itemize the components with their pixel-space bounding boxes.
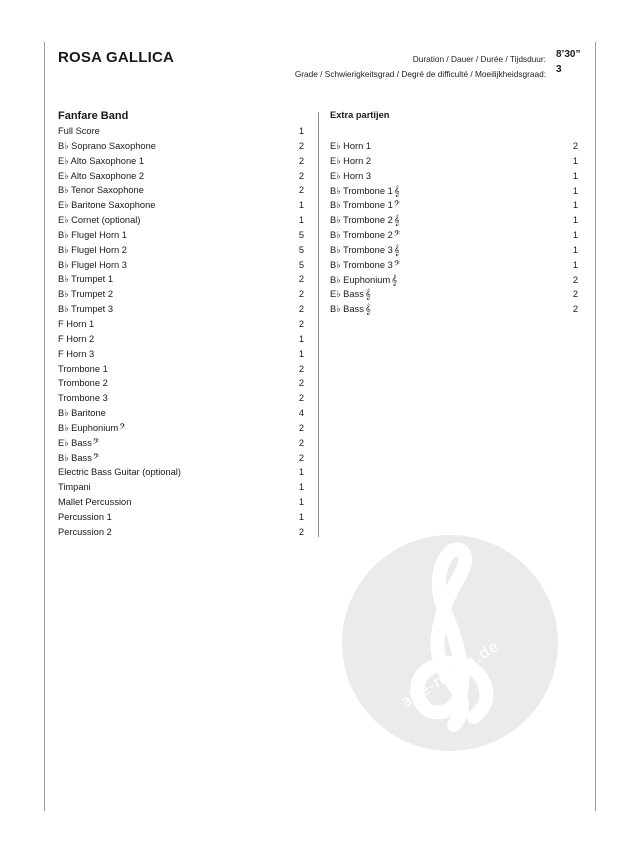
part-quantity: 2 [298, 378, 304, 389]
part-row [58, 185, 304, 200]
part-quantity: 2 [572, 289, 578, 300]
part-name: B♭ Trombone 3 [330, 259, 393, 270]
left-margin-rule [44, 42, 45, 811]
part-quantity: 1 [298, 467, 304, 478]
part-name: B♭ Flugel Horn 1 [58, 229, 127, 240]
part-quantity: 2 [298, 155, 304, 166]
part-name: E♭ Baritone Saxophone [58, 200, 156, 211]
part-name: B♭ Trumpet 2 [58, 289, 114, 300]
part-quantity: 4 [298, 408, 304, 419]
part-row [58, 467, 304, 482]
part-row [58, 527, 304, 542]
part-row [58, 141, 304, 156]
part-quantity: 2 [298, 437, 304, 448]
part-name: F Horn 1 [58, 318, 95, 329]
part-name: B♭ Trombone 3 [330, 244, 393, 255]
part-quantity: 1 [298, 126, 304, 136]
part-quantity: 2 [298, 363, 304, 374]
duration-label: Duration / Dauer / Durée / Tijdsduur: [412, 54, 546, 64]
part-name: Percussion 1 [58, 511, 112, 522]
treble-clef-icon: 𝄞 [393, 215, 400, 227]
part-row [58, 364, 304, 379]
part-name: Full Score [58, 126, 100, 136]
part-row [330, 245, 578, 260]
watermark-logo [342, 535, 558, 751]
page-title: ROSA GALLICA [58, 49, 175, 66]
part-row [330, 156, 578, 171]
part-name: B♭ Trombone 2 [330, 215, 393, 226]
part-name: B♭ Trombone 2 [330, 230, 393, 241]
part-row [58, 126, 304, 141]
part-row [58, 156, 304, 171]
part-row [58, 274, 304, 289]
part-row [330, 186, 578, 201]
part-name: Trombone 1 [58, 363, 108, 374]
part-quantity: 2 [298, 526, 304, 537]
part-name: B♭ Bass [58, 452, 92, 463]
part-quantity: 2 [572, 304, 578, 315]
part-name: E♭ Alto Saxophone 1 [58, 155, 145, 166]
right-margin-rule [595, 42, 596, 811]
part-row [330, 260, 578, 275]
part-row [58, 260, 304, 275]
part-name: F Horn 3 [58, 348, 95, 359]
part-name: Trombone 3 [58, 393, 108, 404]
part-quantity: 1 [298, 200, 304, 211]
part-row [58, 497, 304, 512]
part-quantity: 2 [298, 304, 304, 315]
part-name: B♭ Trombone 1 [330, 200, 393, 211]
grade-value: 3 [556, 64, 562, 75]
treble-clef-icon: 𝄞 [393, 185, 400, 197]
part-row [330, 230, 578, 245]
part-quantity: 1 [298, 215, 304, 226]
part-row [330, 171, 578, 186]
part-row [58, 304, 304, 319]
part-quantity: 2 [298, 274, 304, 285]
part-quantity: 1 [572, 259, 578, 270]
part-name: B♭ Flugel Horn 3 [58, 259, 127, 270]
part-row [330, 200, 578, 215]
part-quantity: 1 [572, 215, 578, 226]
part-name: Trombone 2 [58, 378, 108, 389]
part-name: E♭ Horn 1 [330, 141, 372, 151]
part-name: B♭ Tenor Saxophone [58, 185, 144, 196]
part-row [58, 423, 304, 438]
part-quantity: 2 [298, 170, 304, 181]
part-row [58, 215, 304, 230]
extra-parts-list [330, 141, 578, 319]
part-quantity: 1 [572, 200, 578, 211]
part-row [330, 215, 578, 230]
part-quantity: 1 [298, 333, 304, 344]
part-name: B♭ Trombone 1 [330, 185, 393, 196]
part-quantity: 2 [298, 393, 304, 404]
part-row [58, 245, 304, 260]
part-quantity: 2 [298, 140, 304, 151]
part-name: B♭ Trumpet 1 [58, 274, 114, 285]
part-quantity: 1 [298, 497, 304, 508]
bass-clef-icon: 𝄢 [393, 259, 401, 271]
part-name: B♭ Soprano Saxophone [58, 140, 156, 151]
part-name: B♭ Euphonium [58, 422, 119, 433]
column-divider [318, 112, 319, 537]
part-quantity: 5 [298, 229, 304, 240]
part-name: Percussion 2 [58, 526, 112, 537]
part-quantity: 1 [298, 482, 304, 493]
bass-clef-icon: 𝄢 [393, 230, 401, 242]
part-name: E♭ Bass [58, 437, 92, 448]
part-quantity: 1 [572, 155, 578, 166]
part-quantity: 1 [572, 185, 578, 196]
part-name: B♭ Bass [330, 304, 364, 315]
part-row [58, 453, 304, 468]
bass-clef-icon: 𝄢 [92, 437, 100, 449]
part-row [58, 378, 304, 393]
part-quantity: 2 [298, 318, 304, 329]
part-name: F Horn 2 [58, 333, 95, 344]
part-name: Timpani [58, 482, 91, 493]
part-name: E♭ Bass [330, 289, 364, 300]
bass-clef-icon: 𝄢 [92, 452, 100, 464]
part-name: E♭ Alto Saxophone 2 [58, 170, 145, 181]
part-quantity: 1 [572, 244, 578, 255]
part-row [58, 482, 304, 497]
part-row [58, 334, 304, 349]
treble-clef-icon: 𝄞 [364, 304, 371, 316]
part-name: E♭ Horn 2 [330, 155, 372, 166]
part-quantity: 2 [572, 274, 578, 285]
part-quantity: 1 [298, 511, 304, 522]
extra-heading: Extra partijen [330, 110, 390, 120]
watermark-text: alle-noten.de [398, 636, 503, 712]
part-row [58, 200, 304, 215]
part-row [58, 393, 304, 408]
part-quantity: 5 [298, 259, 304, 270]
meta-labels [295, 52, 546, 82]
part-quantity: 2 [298, 289, 304, 300]
part-quantity: 1 [572, 230, 578, 241]
fanfare-parts-list [58, 126, 304, 542]
part-quantity: 1 [572, 170, 578, 181]
part-name: E♭ Cornet (optional) [58, 215, 141, 226]
part-name: B♭ Euphonium [330, 274, 391, 285]
part-row [58, 349, 304, 364]
treble-clef-icon: 𝄞 [364, 289, 371, 301]
part-quantity: 2 [298, 452, 304, 463]
treble-clef-icon: 𝄞 [393, 244, 400, 256]
part-row [330, 289, 578, 304]
duration-value: 8’30” [556, 49, 581, 60]
bass-clef-icon: 𝄢 [393, 200, 401, 212]
part-quantity: 2 [298, 422, 304, 433]
part-row [58, 438, 304, 453]
part-row [330, 304, 578, 319]
part-quantity: 2 [298, 185, 304, 196]
part-name: B♭ Flugel Horn 2 [58, 244, 127, 255]
part-row [58, 171, 304, 186]
grade-label: Grade / Schwierigkeitsgrad / Degré de difficulté / Moeilijkheidsgraad: [294, 69, 546, 79]
part-name: B♭ Baritone [58, 408, 106, 419]
part-row [58, 289, 304, 304]
part-name: E♭ Horn 3 [330, 170, 372, 181]
part-name: Mallet Percussion [58, 497, 132, 508]
part-quantity: 1 [298, 348, 304, 359]
part-row [330, 275, 578, 290]
part-row [58, 408, 304, 423]
part-row [58, 319, 304, 334]
treble-clef-icon: 𝄞 [391, 274, 398, 286]
part-row [330, 141, 578, 156]
part-row [58, 512, 304, 527]
fanfare-heading: Fanfare Band [58, 110, 129, 122]
part-row [58, 230, 304, 245]
part-quantity: 2 [572, 141, 578, 151]
part-quantity: 5 [298, 244, 304, 255]
part-name: Electric Bass Guitar (optional) [58, 467, 181, 478]
bass-clef-icon: 𝄢 [119, 422, 126, 434]
part-name: B♭ Trumpet 3 [58, 304, 114, 315]
